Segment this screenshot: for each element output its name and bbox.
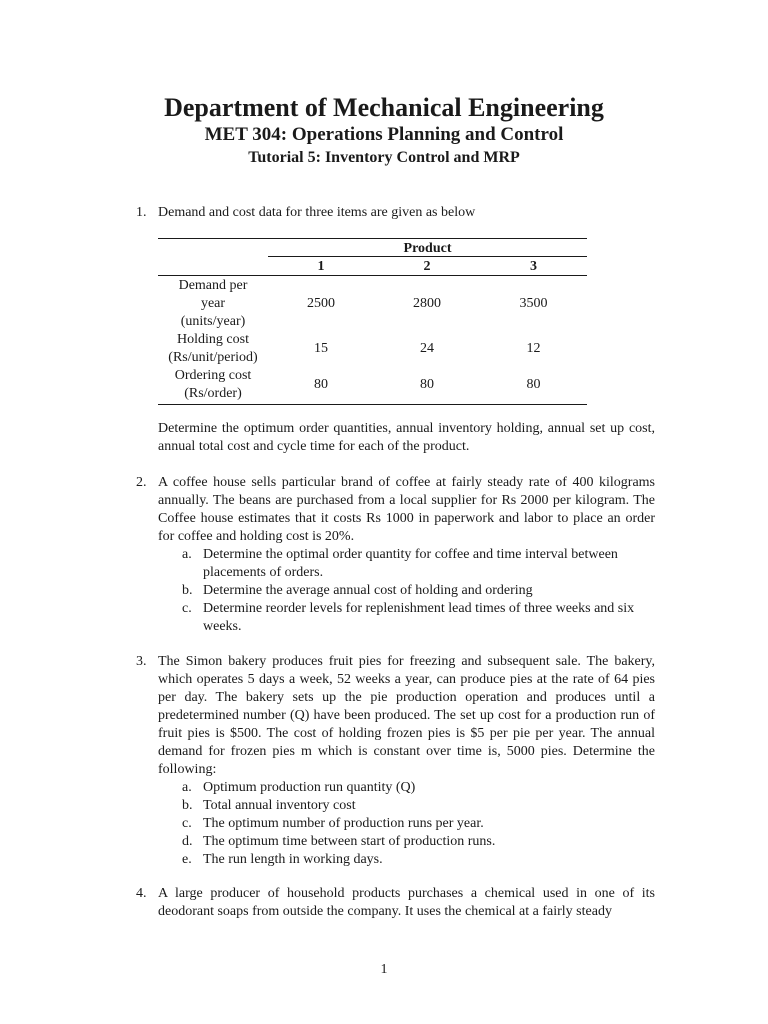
row-label-line: (units/year) xyxy=(180,314,246,329)
list-item-text: Determine the average annual cost of holding and ordering xyxy=(203,583,533,598)
list-item-text: Determine the optimal order quantity for coffee and time interval between placements of orders. xyxy=(203,547,618,580)
list-item-letter: b. xyxy=(182,583,193,598)
row-label-line: (Rs/unit/period) xyxy=(168,350,258,365)
question-1-task-text: Determine the optimum order quantities, annual inventory holding, annual set up cost, annual total cost and cycle time for each of the product. xyxy=(158,421,655,454)
list-item-letter: c. xyxy=(182,601,192,616)
question-4-number: 4. xyxy=(136,886,147,901)
list-item xyxy=(158,600,655,636)
table-cell: 80 xyxy=(420,377,434,392)
list-item xyxy=(158,546,655,582)
list-item-text: Total annual inventory cost xyxy=(203,798,356,813)
list-item xyxy=(158,851,655,869)
question-1-number: 1. xyxy=(136,205,147,220)
table-row-label xyxy=(158,331,268,367)
table-column-header: 3 xyxy=(530,259,537,274)
list-item xyxy=(158,797,655,815)
list-item-text: Optimum production run quantity (Q) xyxy=(203,780,416,795)
question-3-number: 3. xyxy=(136,654,147,669)
row-label-line: Holding cost xyxy=(177,332,249,347)
question-1-task xyxy=(158,420,655,456)
table-column-header: 1 xyxy=(317,259,325,274)
table-cell: 3500 xyxy=(519,296,548,311)
question-4-text: A large producer of household products purchases a chemical used in one of its deodorant soaps from outside the company. It uses the chemical at a fairly steady xyxy=(158,886,655,919)
course-title: MET 304: Operations Planning and Control xyxy=(204,124,564,145)
table-cell: 80 xyxy=(314,377,328,392)
row-label-line: Demand per xyxy=(178,278,248,293)
department-title: Department of Mechanical Engineering xyxy=(164,93,604,122)
list-item-letter: a. xyxy=(182,547,192,562)
question-4-body xyxy=(158,885,655,921)
table-row-label xyxy=(158,277,268,331)
row-label-line: (Rs/order) xyxy=(184,386,242,401)
table-cell: 24 xyxy=(420,341,434,356)
table-row-label xyxy=(158,367,268,403)
table-cell: 15 xyxy=(314,341,328,356)
list-item-text: The optimum number of production runs per year. xyxy=(203,816,484,831)
list-item xyxy=(158,815,655,833)
question-3-text: The Simon bakery produces fruit pies for freezing and subsequent sale. The bakery, which operates 5 days a week, 52 weeks a year, can produce pies at the rate of 64 pies per day. The bakery sets up the pie production operation and produces until a predetermined number (Q) have been produced. The set up cost for a production run of fruit pies is $500. The cost of holding frozen pies is $5 per pie per year. The annual demand for frozen pies m which is constant over time is, 5000 pies. Determine the following: xyxy=(158,654,655,777)
row-label-line: Ordering cost xyxy=(174,368,252,383)
list-item-letter: d. xyxy=(182,834,193,849)
question-2-subitems xyxy=(158,546,655,636)
question-3-subitems xyxy=(158,779,655,869)
tutorial-title: Tutorial 5: Inventory Control and MRP xyxy=(248,149,520,166)
table-cell: 2800 xyxy=(413,296,441,311)
table-group-header: Product xyxy=(403,241,452,256)
table-cell: 80 xyxy=(526,377,541,392)
question-2-number: 2. xyxy=(136,475,147,490)
table-top-rule xyxy=(158,238,587,239)
list-item-letter: b. xyxy=(182,798,193,813)
question-2-text: A coffee house sells particular brand of coffee at fairly steady rate of 400 kilograms annually. The beans are purchased from a local supplier for Rs 2000 per kilogram. The Coffee house estimates that it costs Rs 1000 in paperwork and labor to place an order for coffee and holding cost is 20%. xyxy=(158,475,655,544)
question-1-intro xyxy=(158,204,655,222)
list-item-text: Determine reorder levels for replenishment lead times of three weeks and six weeks. xyxy=(203,601,635,634)
question-3-body xyxy=(158,653,655,869)
table-bottom-rule xyxy=(158,404,587,405)
table-header-rule xyxy=(158,275,587,276)
table-column-header: 2 xyxy=(423,259,431,274)
table-cell: 2500 xyxy=(307,296,335,311)
table-cell: 12 xyxy=(526,341,541,356)
list-item-letter: c. xyxy=(182,816,192,831)
question-1-intro-text: Demand and cost data for three items are given as below xyxy=(158,205,476,220)
list-item xyxy=(158,833,655,851)
list-item-text: The optimum time between start of production runs. xyxy=(203,834,496,849)
row-label-line: year xyxy=(200,296,226,311)
list-item xyxy=(158,582,655,600)
table-group-rule xyxy=(268,256,587,257)
list-item-text: The run length in working days. xyxy=(203,852,383,867)
list-item-letter: e. xyxy=(182,852,192,867)
list-item-letter: a. xyxy=(182,780,192,795)
list-item xyxy=(158,779,655,797)
question-2-body xyxy=(158,474,655,636)
page-number: 1 xyxy=(380,962,388,977)
